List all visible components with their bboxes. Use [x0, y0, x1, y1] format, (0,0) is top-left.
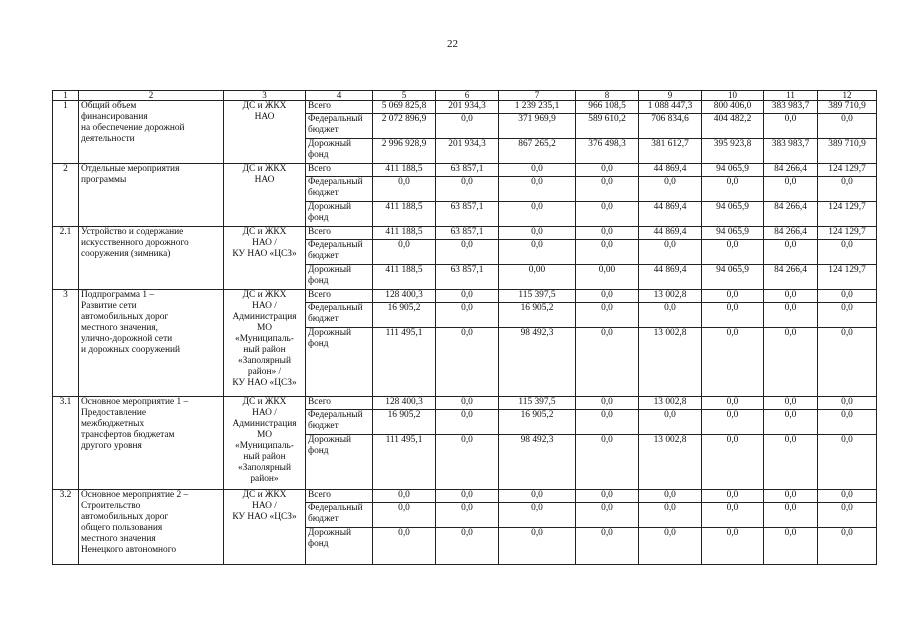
- amount-cell: 0,0: [436, 397, 499, 410]
- cell-line: бюджет: [308, 514, 339, 524]
- row-number: 3.1: [53, 397, 79, 490]
- cell-line: Федеральный: [308, 114, 363, 124]
- amount-cell: 1 239 235,1: [499, 101, 576, 114]
- amount-cell: 0,0: [373, 503, 436, 528]
- table-row: [53, 164, 877, 177]
- cell-line: ДС и ЖКХ: [242, 397, 287, 407]
- cell-line: бюджет: [308, 251, 339, 261]
- amount-cell: 124 129,7: [818, 164, 877, 177]
- amount-cell: 411 188,5: [373, 227, 436, 240]
- amount-cell: 111 495,1: [373, 328, 436, 397]
- cell-line: «Муниципаль-: [235, 441, 294, 451]
- cell-line: Дорожный: [308, 202, 352, 212]
- amount-cell: 94 065,9: [702, 227, 764, 240]
- amount-cell: 0,0: [764, 490, 818, 503]
- funding-source: [306, 202, 373, 227]
- funding-source: [306, 114, 373, 139]
- cell-line: Всего: [308, 290, 331, 300]
- amount-cell: 0,0: [702, 177, 764, 202]
- amount-cell: 94 065,9: [702, 164, 764, 177]
- cell-line: деятельности: [81, 134, 135, 144]
- amount-cell: 124 129,7: [818, 265, 877, 290]
- funding-source: [306, 177, 373, 202]
- amount-cell: 0,0: [436, 290, 499, 303]
- cell-line: Устройство и содержание: [81, 227, 184, 237]
- cell-line: Всего: [308, 397, 331, 407]
- measure-name: [79, 397, 224, 490]
- cell-line: МО: [256, 430, 273, 440]
- amount-cell: 0,0: [499, 227, 576, 240]
- cell-line: Всего: [308, 101, 331, 111]
- cell-line: Развитие сети: [81, 301, 137, 311]
- cell-line: НАО: [254, 175, 275, 185]
- amount-cell: 966 108,5: [576, 101, 639, 114]
- cell-line: Основное мероприятие 1 –: [81, 397, 189, 407]
- amount-cell: 0,0: [373, 240, 436, 265]
- cell-line: Федеральный: [308, 410, 363, 420]
- executor: [224, 290, 306, 397]
- amount-cell: 94 065,9: [702, 265, 764, 290]
- amount-cell: 0,0: [639, 303, 702, 328]
- amount-cell: 0,0: [499, 202, 576, 227]
- amount-cell: 0,0: [436, 528, 499, 565]
- cell-line: Федеральный: [308, 503, 363, 513]
- amount-cell: 0,0: [818, 410, 877, 435]
- amount-cell: 411 188,5: [373, 164, 436, 177]
- measure-name: [79, 290, 224, 397]
- cell-line: НАО: [254, 112, 275, 122]
- amount-cell: 63 857,1: [436, 164, 499, 177]
- amount-cell: 98 492,3: [499, 328, 576, 397]
- funding-source: [306, 139, 373, 164]
- cell-line: НАО /: [252, 301, 277, 311]
- amount-cell: 0,0: [576, 303, 639, 328]
- cell-line: Администрация: [232, 419, 297, 429]
- cell-line: Строительство: [81, 501, 141, 511]
- amount-cell: 0,0: [818, 397, 877, 410]
- amount-cell: 0,0: [499, 490, 576, 503]
- amount-cell: 383 983,7: [764, 101, 818, 114]
- amount-cell: 0,0: [639, 240, 702, 265]
- executor: [224, 164, 306, 227]
- amount-cell: 0,0: [702, 328, 764, 397]
- column-number: 6: [436, 91, 499, 101]
- funding-source: [306, 227, 373, 240]
- amount-cell: 44 869,4: [639, 202, 702, 227]
- amount-cell: 115 397,5: [499, 397, 576, 410]
- amount-cell: 0,00: [576, 265, 639, 290]
- amount-cell: 0,0: [373, 528, 436, 565]
- measure-name: [79, 490, 224, 565]
- cell-line: Подпрограмма 1 –: [81, 290, 155, 300]
- amount-cell: 0,0: [499, 177, 576, 202]
- amount-cell: 124 129,7: [818, 202, 877, 227]
- amount-cell: 111 495,1: [373, 435, 436, 490]
- amount-cell: 371 969,9: [499, 114, 576, 139]
- cell-line: Дорожный: [308, 139, 352, 149]
- amount-cell: 84 266,4: [764, 265, 818, 290]
- amount-cell: 0,0: [702, 397, 764, 410]
- amount-cell: 84 266,4: [764, 202, 818, 227]
- amount-cell: 0,0: [576, 503, 639, 528]
- table-row: [53, 101, 877, 114]
- amount-cell: 16 905,2: [373, 303, 436, 328]
- amount-cell: 381 612,7: [639, 139, 702, 164]
- cell-line: Дорожный: [308, 328, 352, 338]
- cell-line: ДС и ЖКХ: [242, 227, 287, 237]
- funding-source: [306, 164, 373, 177]
- column-number: 2: [79, 91, 224, 101]
- amount-cell: 376 498,3: [576, 139, 639, 164]
- amount-cell: 16 905,2: [499, 303, 576, 328]
- cell-line: и дорожных сооружений: [81, 345, 181, 355]
- amount-cell: 0,0: [576, 177, 639, 202]
- amount-cell: 0,0: [818, 240, 877, 265]
- amount-cell: 201 934,3: [436, 101, 499, 114]
- amount-cell: 0,0: [702, 303, 764, 328]
- amount-cell: 0,0: [576, 435, 639, 490]
- amount-cell: 1 088 447,3: [639, 101, 702, 114]
- funding-source: [306, 290, 373, 303]
- page-number: 22: [447, 38, 458, 50]
- cell-line: фонд: [308, 213, 329, 223]
- amount-cell: 16 905,2: [499, 410, 576, 435]
- amount-cell: 0,0: [436, 114, 499, 139]
- amount-cell: 0,0: [764, 328, 818, 397]
- cell-line: район» /: [247, 367, 282, 377]
- cell-line: на обеспечение дорожной: [81, 123, 185, 133]
- cell-line: межбюджетных: [81, 419, 145, 429]
- amount-cell: 63 857,1: [436, 202, 499, 227]
- cell-line: фонд: [308, 276, 329, 286]
- amount-cell: 0,0: [436, 435, 499, 490]
- cell-line: «Муниципаль-: [235, 334, 294, 344]
- amount-cell: 0,0: [764, 435, 818, 490]
- cell-line: сооружения (зимника): [81, 249, 171, 259]
- amount-cell: 16 905,2: [373, 410, 436, 435]
- amount-cell: 13 002,8: [639, 290, 702, 303]
- cell-line: НАО /: [252, 501, 277, 511]
- amount-cell: 84 266,4: [764, 227, 818, 240]
- cell-line: бюджет: [308, 188, 339, 198]
- amount-cell: 0,0: [436, 177, 499, 202]
- amount-cell: 0,0: [702, 435, 764, 490]
- funding-source: [306, 240, 373, 265]
- cell-line: бюджет: [308, 125, 339, 135]
- amount-cell: 589 610,2: [576, 114, 639, 139]
- cell-line: улично-дорожной сети: [81, 334, 173, 344]
- amount-cell: 0,0: [576, 290, 639, 303]
- cell-line: ный район: [243, 345, 286, 355]
- funding-source: [306, 328, 373, 397]
- amount-cell: 115 397,5: [499, 290, 576, 303]
- column-number: 8: [576, 91, 639, 101]
- executor: [224, 397, 306, 490]
- amount-cell: 0,0: [764, 240, 818, 265]
- amount-cell: 0,0: [764, 528, 818, 565]
- amount-cell: 0,0: [436, 490, 499, 503]
- cell-line: ный район: [243, 452, 286, 462]
- cell-line: Дорожный: [308, 265, 352, 275]
- amount-cell: 201 934,3: [436, 139, 499, 164]
- amount-cell: 94 065,9: [702, 202, 764, 227]
- amount-cell: 0,0: [436, 303, 499, 328]
- amount-cell: 0,0: [499, 503, 576, 528]
- cell-line: КУ НАО «ЦСЗ»: [232, 378, 297, 388]
- executor: [224, 227, 306, 290]
- cell-line: местного значения,: [81, 323, 159, 333]
- amount-cell: 128 400,3: [373, 290, 436, 303]
- amount-cell: 0,0: [576, 227, 639, 240]
- cell-line: МО: [256, 323, 273, 333]
- row-number: 1: [53, 101, 79, 164]
- amount-cell: 411 188,5: [373, 265, 436, 290]
- amount-cell: 0,0: [702, 240, 764, 265]
- amount-cell: 13 002,8: [639, 397, 702, 410]
- table-row: [53, 490, 877, 503]
- amount-cell: 706 834,6: [639, 114, 702, 139]
- cell-line: Отдельные мероприятия: [81, 164, 180, 174]
- cell-line: финансирования: [81, 112, 148, 122]
- amount-cell: 98 492,3: [499, 435, 576, 490]
- cell-line: район»: [250, 474, 279, 484]
- cell-line: общего пользования: [81, 523, 163, 533]
- amount-cell: 0,0: [764, 410, 818, 435]
- amount-cell: 867 265,2: [499, 139, 576, 164]
- amount-cell: 0,0: [576, 202, 639, 227]
- cell-line: Общий объем: [81, 101, 137, 111]
- amount-cell: 0,0: [764, 397, 818, 410]
- amount-cell: 0,0: [818, 290, 877, 303]
- executor: [224, 490, 306, 565]
- amount-cell: 44 869,4: [639, 227, 702, 240]
- row-number: 3.2: [53, 490, 79, 565]
- funding-source: [306, 528, 373, 565]
- funding-source: [306, 503, 373, 528]
- amount-cell: 0,0: [576, 328, 639, 397]
- row-number: 2: [53, 164, 79, 227]
- table-row: [53, 397, 877, 410]
- amount-cell: 404 482,2: [702, 114, 764, 139]
- column-number: 5: [373, 91, 436, 101]
- cell-line: Федеральный: [308, 303, 363, 313]
- amount-cell: 128 400,3: [373, 397, 436, 410]
- amount-cell: 0,0: [818, 490, 877, 503]
- amount-cell: 0,0: [639, 503, 702, 528]
- amount-cell: 0,0: [818, 303, 877, 328]
- cell-line: КУ НАО «ЦСЗ»: [232, 249, 297, 259]
- amount-cell: 63 857,1: [436, 227, 499, 240]
- row-number: 3: [53, 290, 79, 397]
- cell-line: местного значения: [81, 534, 156, 544]
- amount-cell: 800 406,0: [702, 101, 764, 114]
- cell-line: фонд: [308, 539, 329, 549]
- cell-line: ДС и ЖКХ: [242, 490, 287, 500]
- cell-line: фонд: [308, 339, 329, 349]
- cell-line: «Заполярный: [237, 356, 291, 366]
- amount-cell: 411 188,5: [373, 202, 436, 227]
- amount-cell: 0,0: [702, 290, 764, 303]
- cell-line: искусственного дорожного: [81, 238, 189, 248]
- amount-cell: 0,0: [436, 240, 499, 265]
- table-row: [53, 227, 877, 240]
- executor: [224, 101, 306, 164]
- cell-line: автомобильных дорог: [81, 312, 169, 322]
- row-number: 2.1: [53, 227, 79, 290]
- amount-cell: 13 002,8: [639, 435, 702, 490]
- amount-cell: 0,0: [436, 410, 499, 435]
- measure-name: [79, 164, 224, 227]
- amount-cell: 389 710,9: [818, 101, 877, 114]
- amount-cell: 0,0: [702, 528, 764, 565]
- amount-cell: 0,0: [576, 164, 639, 177]
- amount-cell: 0,00: [499, 265, 576, 290]
- amount-cell: 0,0: [764, 503, 818, 528]
- cell-line: «Заполярный: [237, 463, 291, 473]
- funding-source: [306, 303, 373, 328]
- cell-line: Всего: [308, 227, 331, 237]
- amount-cell: 0,0: [818, 503, 877, 528]
- cell-line: фонд: [308, 446, 329, 456]
- amount-cell: 13 002,8: [639, 328, 702, 397]
- amount-cell: 0,0: [499, 528, 576, 565]
- cell-line: бюджет: [308, 421, 339, 431]
- amount-cell: 0,0: [818, 114, 877, 139]
- table-row: [53, 290, 877, 303]
- cell-line: Основное мероприятие 2 –: [81, 490, 189, 500]
- amount-cell: 2 996 928,9: [373, 139, 436, 164]
- cell-line: фонд: [308, 150, 329, 160]
- amount-cell: 395 923,8: [702, 139, 764, 164]
- cell-line: другого уровня: [81, 441, 142, 451]
- cell-line: программы: [81, 175, 127, 185]
- column-number: 3: [224, 91, 306, 101]
- column-number: 12: [818, 91, 877, 101]
- cell-line: трансфертов бюджетам: [81, 430, 175, 440]
- amount-cell: 0,0: [764, 290, 818, 303]
- cell-line: ДС и ЖКХ: [242, 164, 287, 174]
- funding-source: [306, 397, 373, 410]
- funding-source: [306, 410, 373, 435]
- funding-source: [306, 265, 373, 290]
- amount-cell: 0,0: [702, 490, 764, 503]
- amount-cell: 0,0: [576, 528, 639, 565]
- column-number: 4: [306, 91, 373, 101]
- amount-cell: 0,0: [576, 410, 639, 435]
- financing-table: [52, 90, 877, 565]
- measure-name: [79, 227, 224, 290]
- amount-cell: 0,0: [436, 328, 499, 397]
- amount-cell: 0,0: [818, 177, 877, 202]
- cell-line: ДС и ЖКХ: [242, 290, 287, 300]
- amount-cell: 0,0: [499, 164, 576, 177]
- column-number: 7: [499, 91, 576, 101]
- cell-line: Федеральный: [308, 240, 363, 250]
- cell-line: Всего: [308, 164, 331, 174]
- amount-cell: 0,0: [764, 177, 818, 202]
- cell-line: НАО /: [252, 238, 277, 248]
- amount-cell: 124 129,7: [818, 227, 877, 240]
- amount-cell: 0,0: [639, 528, 702, 565]
- column-number: 11: [764, 91, 818, 101]
- funding-source: [306, 435, 373, 490]
- cell-line: Дорожный: [308, 435, 352, 445]
- amount-cell: 0,0: [576, 240, 639, 265]
- amount-cell: 0,0: [576, 490, 639, 503]
- amount-cell: 0,0: [818, 435, 877, 490]
- amount-cell: 0,0: [639, 410, 702, 435]
- amount-cell: 0,0: [499, 240, 576, 265]
- amount-cell: 44 869,4: [639, 164, 702, 177]
- funding-source: [306, 490, 373, 503]
- amount-cell: 2 072 896,9: [373, 114, 436, 139]
- amount-cell: 0,0: [818, 328, 877, 397]
- amount-cell: 0,0: [436, 503, 499, 528]
- amount-cell: 0,0: [764, 303, 818, 328]
- cell-line: Федеральный: [308, 177, 363, 187]
- funding-source: [306, 101, 373, 114]
- cell-line: Ненецкого автономного: [81, 545, 177, 555]
- amount-cell: 0,0: [818, 528, 877, 565]
- amount-cell: 0,0: [764, 114, 818, 139]
- amount-cell: 0,0: [702, 503, 764, 528]
- header-row: [53, 91, 877, 101]
- amount-cell: 63 857,1: [436, 265, 499, 290]
- cell-line: Дорожный: [308, 528, 352, 538]
- cell-line: бюджет: [308, 314, 339, 324]
- amount-cell: 44 869,4: [639, 265, 702, 290]
- amount-cell: 0,0: [639, 490, 702, 503]
- amount-cell: 84 266,4: [764, 164, 818, 177]
- cell-line: ДС и ЖКХ: [242, 101, 287, 111]
- cell-line: автомобильных дорог: [81, 512, 169, 522]
- cell-line: Предоставление: [81, 408, 147, 418]
- amount-cell: 383 983,7: [764, 139, 818, 164]
- amount-cell: 0,0: [702, 410, 764, 435]
- measure-name: [79, 101, 224, 164]
- amount-cell: 0,0: [373, 490, 436, 503]
- cell-line: КУ НАО «ЦСЗ»: [232, 512, 297, 522]
- amount-cell: 0,0: [373, 177, 436, 202]
- column-number: 9: [639, 91, 702, 101]
- cell-line: Всего: [308, 490, 331, 500]
- cell-line: НАО /: [252, 408, 277, 418]
- amount-cell: 0,0: [576, 397, 639, 410]
- cell-line: Администрация: [232, 312, 297, 322]
- amount-cell: 389 710,9: [818, 139, 877, 164]
- amount-cell: 5 069 825,8: [373, 101, 436, 114]
- column-number: 10: [702, 91, 764, 101]
- amount-cell: 0,0: [639, 177, 702, 202]
- column-number: 1: [53, 91, 79, 101]
